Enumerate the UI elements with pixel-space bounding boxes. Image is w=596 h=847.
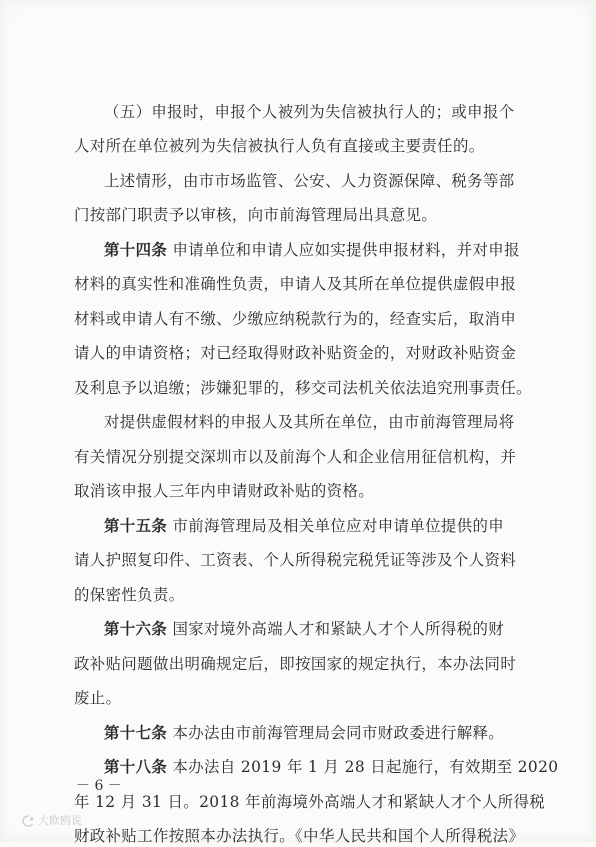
line-text: 有关情况分别提交深圳市以及前海个人和企业信用征信机构，并 — [74, 448, 517, 466]
article-15-heading-line — [0, 515, 596, 537]
line-text: 本办法由市前海管理局会同市财政委进行解释。 — [167, 724, 505, 742]
line-text: 国家对境外高端人才和紧缺人才个人所得税的财 — [167, 620, 505, 638]
text-line — [0, 584, 596, 606]
article-18-heading-line — [0, 756, 596, 778]
line-text: 及利息予以追缴；涉嫌犯罪的，移交司法机关依法追究刑事责任。 — [74, 379, 532, 397]
watermark — [22, 814, 82, 828]
page-number: － 6 － — [76, 778, 122, 794]
article-17-heading-line — [0, 722, 596, 744]
line-text: 对提供虚假材料的申报人及其所在单位，由市前海管理局将 — [104, 413, 515, 431]
line-text: 的保密性负责。 — [74, 586, 185, 604]
line-text: 请人的申请资格；对已经取得财政补贴资金的，对财政补贴资金 — [74, 344, 517, 362]
line-text: 废止。 — [74, 689, 122, 707]
line-text: 政补贴问题做出明确规定后，即按国家的规定执行，本办法同时 — [74, 655, 517, 673]
text-line — [0, 446, 596, 468]
article-14-heading-line — [0, 239, 596, 261]
text-line — [0, 825, 596, 847]
watermark-logo-icon — [22, 815, 35, 827]
line-text: （五）申报时，申报个人被列为失信被执行人的；或申报个 — [104, 103, 515, 121]
line-text: 取消该申报人三年内申请财政补贴的资格。 — [74, 482, 375, 500]
article-number: 第十五条 — [104, 517, 168, 535]
line-text: 材料或申请人有不缴、少缴应纳税款行为的，经查实后，取消申 — [74, 310, 517, 328]
watermark-text: 大欧鸥说 — [38, 814, 82, 827]
text-line — [0, 135, 596, 157]
line-text: 上述情形，由市市场监管、公安、人力资源保障、税务等部 — [104, 172, 515, 190]
text-line — [0, 687, 596, 709]
article-number: 第十六条 — [104, 620, 168, 638]
text-line — [0, 411, 596, 433]
text-line — [0, 342, 596, 364]
text-line — [0, 308, 596, 330]
text-line — [0, 480, 596, 502]
line-text: 财政补贴工作按照本办法执行。《中华人民共和国个人所得税法》 — [74, 827, 525, 845]
line-text: 本办法自 2019 年 1 月 28 日起施行，有效期至 2020 — [167, 758, 559, 776]
line-text: 门按部门职责予以审核，向市前海管理局出具意见。 — [74, 206, 438, 224]
text-line — [0, 377, 596, 399]
text-line — [0, 273, 596, 295]
line-text: 年 12 月 31 日。2018 年前海境外高端人才和紧缺人才个人所得税 — [74, 793, 546, 811]
article-number: 第十七条 — [104, 724, 168, 742]
text-line — [0, 549, 596, 571]
article-number: 第十八条 — [104, 758, 168, 776]
line-text: 材料的真实性和准确性负责，申请人及其所在单位提供虚假申报 — [74, 275, 517, 293]
line-text: 请人护照复印件、工资表、个人所得税完税凭证等涉及个人资料 — [74, 551, 517, 569]
article-number: 第十四条 — [104, 241, 168, 259]
text-line — [0, 170, 596, 192]
line-text: 人对所在单位被列为失信被执行人负有直接或主要责任的。 — [74, 137, 485, 155]
line-text: 市前海管理局及相关单位应对申请单位提供的申 — [167, 517, 505, 535]
text-line — [0, 101, 596, 123]
line-text: 申请单位和申请人应如实提供申报材料，并对申报 — [167, 241, 520, 259]
text-line — [0, 204, 596, 226]
text-line — [0, 653, 596, 675]
article-16-heading-line — [0, 618, 596, 640]
